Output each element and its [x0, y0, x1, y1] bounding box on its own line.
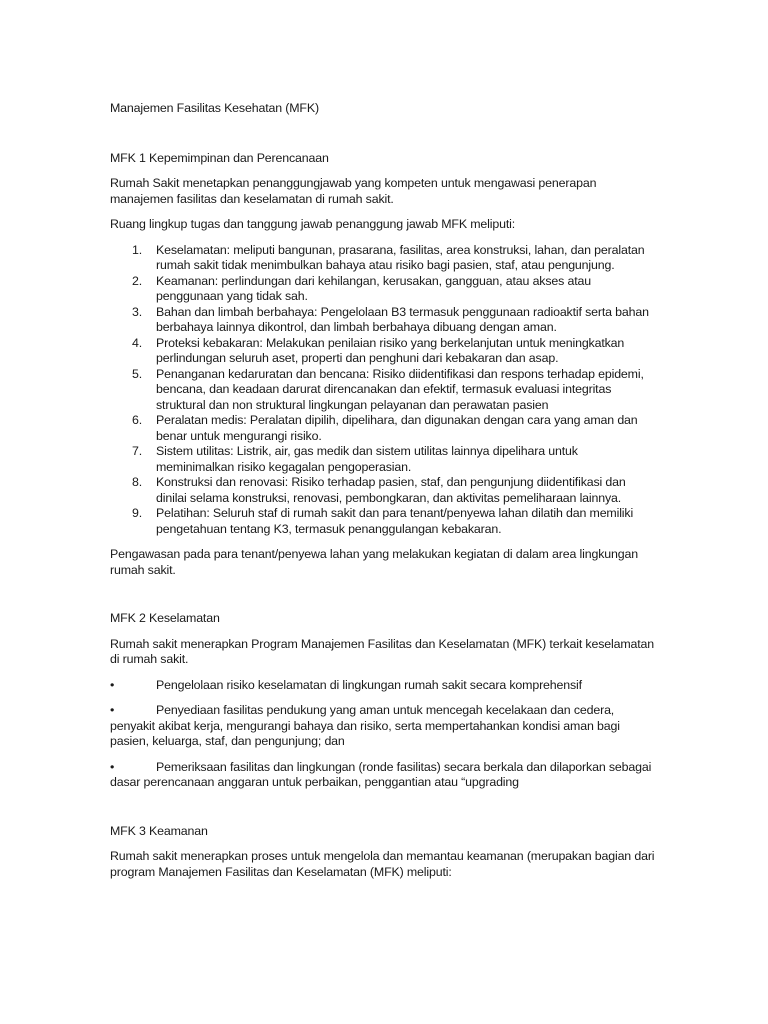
- list-item-text: Pelatihan: Seluruh staf di rumah sakit dan para tenant/penyewa lahan dilatih dan memiliki pengetahuan tentang K3, termasuk penanggulangan kebakaran.: [156, 506, 634, 536]
- mfk3-paragraph-1: Rumah sakit menerapkan proses untuk mengelola dan memantau keamanan (merupakan bagian dari program Manajemen Fasilitas dan Keselamatan (MFK) meliputi:: [110, 849, 655, 879]
- bullet-item: [110, 760, 658, 791]
- bullet-mark: •: [110, 703, 115, 717]
- bullet-item: [110, 678, 658, 694]
- list-item: [110, 413, 658, 444]
- list-item: [110, 506, 658, 537]
- list-item-text: Konstruksi dan renovasi: Risiko terhadap pasien, staf, dan pengunjung diidentifikasi dan dinilai selama konstruksi, renovasi, pembongkaran, dan aktivitas pemeliharaan lainnya.: [156, 475, 626, 505]
- list-item-text: Proteksi kebakaran: Melakukan penilaian risiko yang berkelanjutan untuk meningkatkan perlindungan seluruh aset, properti dan penghuni dari kebakaran dan asap.: [156, 335, 625, 365]
- list-number: 9.: [132, 506, 143, 520]
- list-item: [110, 367, 658, 414]
- list-number: 1.: [132, 242, 143, 257]
- list-item: [110, 305, 658, 336]
- bullet-item: [110, 703, 658, 750]
- list-number: 6.: [132, 413, 143, 427]
- list-number: 2.: [132, 273, 143, 288]
- list-item-text: Sistem utilitas: Listrik, air, gas medik dan sistem utilitas lainnya dipelihara untuk meminimalkan risiko kegagalan pengoperasian.: [156, 444, 578, 474]
- bullet-mark: •: [110, 677, 115, 692]
- mfk1-paragraph-2: Ruang lingkup tugas dan tanggung jawab penanggung jawab MFK meliputi:: [110, 217, 516, 231]
- list-item: [110, 243, 658, 274]
- list-item-text: Keselamatan: meliputi bangunan, prasarana, fasilitas, area konstruksi, lahan, dan peralatan rumah sakit tidak menimbulkan bahaya atau risiko bagi pasien, staf, atau pengunjung.: [156, 242, 645, 272]
- list-number: 8.: [132, 475, 143, 489]
- list-number: 7.: [132, 444, 143, 458]
- bullet-text: Penyediaan fasilitas pendukung yang aman untuk mencegah kecelakaan dan cedera, penyakit akibat kerja, mengurangi bahaya dan risiko, serta mempertahankan kondisi aman bagi pasien, keluarga, staf, dan pengunjung; dan: [110, 703, 620, 748]
- list-number: 4.: [132, 335, 143, 350]
- list-item: [110, 274, 658, 305]
- mfk1-heading: MFK 1 Kepemimpinan dan Perencanaan: [110, 150, 329, 165]
- bullet-mark: •: [110, 759, 115, 774]
- list-number: 5.: [132, 366, 143, 381]
- list-item: [110, 475, 658, 506]
- list-item: [110, 444, 658, 475]
- mfk1-paragraph-1: Rumah Sakit menetapkan penanggungjawab yang kompeten untuk mengawasi penerapan manajemen fasilitas dan keselamatan di rumah sakit.: [110, 176, 597, 206]
- list-item-text: Peralatan medis: Peralatan dipilih, dipelihara, dan digunakan dengan cara yang aman dan benar untuk mengurangi risiko.: [156, 413, 638, 443]
- list-item-text: Penanganan kedaruratan dan bencana: Risiko diidentifikasi dan respons terhadap epidemi, bencana, dan keadaan darurat direncanakan dan efektif, termasuk evaluasi integritas struktural dan non struktural lingkungan pelayanan dan perawatan pasien: [156, 366, 644, 412]
- mfk1-scope-list: [110, 243, 658, 538]
- mfk2-heading: MFK 2 Keselamatan: [110, 611, 220, 625]
- list-item: [110, 336, 658, 367]
- document-title: Manajemen Fasilitas Kesehatan (MFK): [110, 101, 319, 115]
- list-item-text: Bahan dan limbah berbahaya: Pengelolaan B3 termasuk penggunaan radioaktif serta bahan berbahaya lainnya dikontrol, dan limbah berbahaya dibuang dengan aman.: [156, 304, 649, 334]
- list-item-text: Keamanan: perlindungan dari kehilangan, kerusakan, gangguan, atau akses atau penggunaan yang tidak sah.: [156, 273, 591, 303]
- list-number: 3.: [132, 304, 143, 319]
- bullet-text: Pemeriksaan fasilitas dan lingkungan (ronde fasilitas) secara berkala dan dilaporkan sebagai dasar perencanaan anggaran untuk perbaikan, penggantian atau “upgrading: [110, 759, 652, 789]
- mfk3-heading: MFK 3 Keamanan: [110, 823, 208, 838]
- bullet-text: Pengelolaan risiko keselamatan di lingkungan rumah sakit secara komprehensif: [156, 677, 582, 692]
- document-page: [110, 101, 658, 890]
- mfk2-paragraph-1: Rumah sakit menerapkan Program Manajemen Fasilitas dan Keselamatan (MFK) terkait keselamatan di rumah sakit.: [110, 636, 655, 666]
- mfk1-paragraph-3: Pengawasan pada para tenant/penyewa lahan yang melakukan kegiatan di dalam area lingkungan rumah sakit.: [110, 547, 638, 577]
